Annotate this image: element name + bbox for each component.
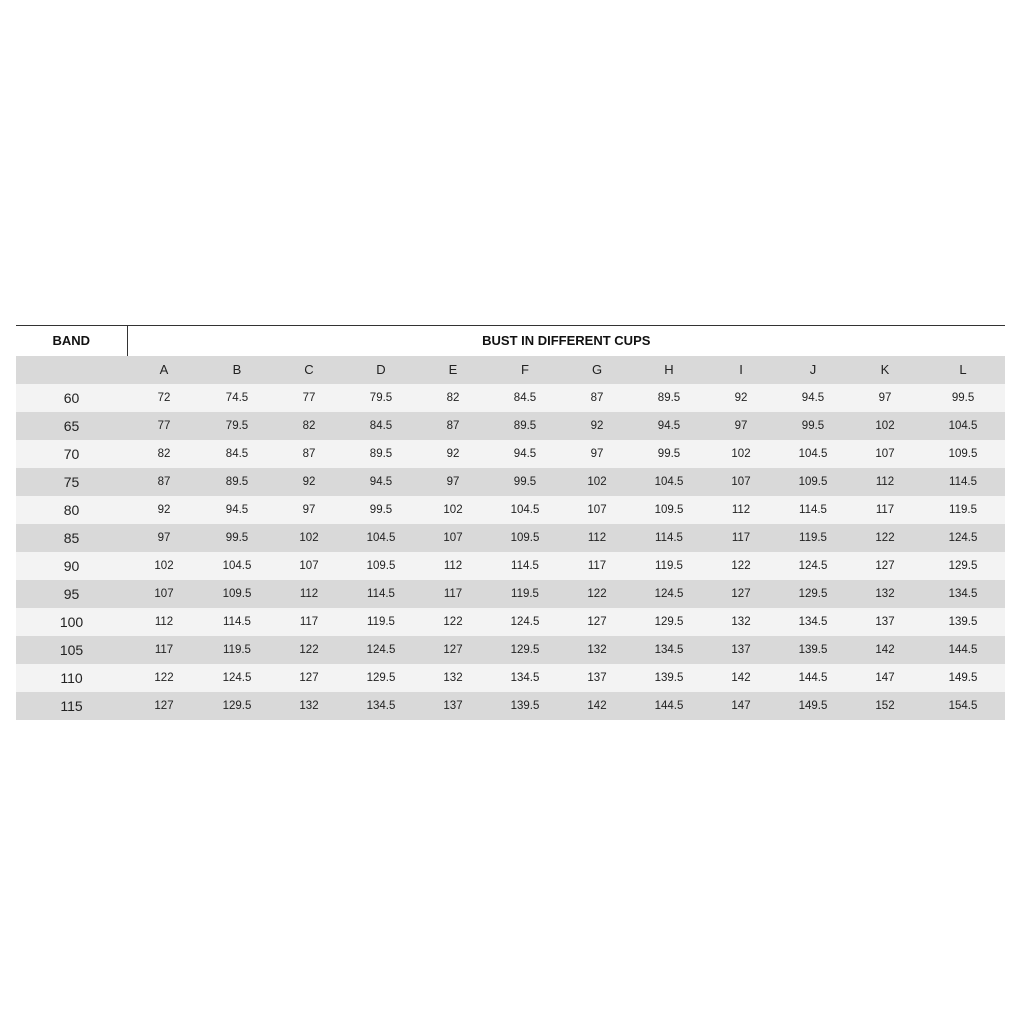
bust-cell: 94.5 — [225, 503, 249, 516]
bust-cell: 92 — [157, 503, 171, 516]
bust-cell: 129.5 — [798, 587, 828, 600]
bust-cell: 92 — [734, 391, 748, 404]
bust-cell: 87 — [590, 391, 604, 404]
bust-cell: 124.5 — [798, 559, 828, 572]
band-cell: 115 — [60, 697, 83, 714]
bust-cell: 94.5 — [513, 447, 537, 460]
bust-cell: 119.5 — [223, 643, 251, 656]
bust-cell: 99.5 — [657, 447, 681, 460]
bust-cell: 127 — [299, 671, 319, 684]
bust-cell: 117 — [731, 531, 751, 544]
bust-cell: 127 — [587, 615, 607, 628]
bust-cell: 104.5 — [948, 419, 978, 432]
bust-cell: 107 — [587, 503, 607, 516]
bust-cell: 134.5 — [366, 699, 396, 712]
band-cell: 80 — [63, 501, 80, 518]
bust-cell: 109.5 — [510, 531, 540, 544]
bust-cell: 102 — [443, 503, 463, 516]
bust-header: BUST IN DIFFERENT CUPS — [127, 326, 1005, 356]
bust-cell: 117 — [299, 615, 319, 628]
bust-cell: 149.5 — [948, 671, 978, 684]
bust-cell: 89.5 — [513, 419, 537, 432]
cup-header-a: A — [159, 362, 169, 377]
bust-cell: 129.5 — [654, 615, 684, 628]
bust-cell: 137 — [875, 615, 895, 628]
bust-cell: 132 — [443, 671, 463, 684]
table-row — [16, 580, 1005, 608]
bust-cell: 89.5 — [657, 391, 681, 404]
bust-cell: 112 — [443, 559, 463, 572]
bust-cell: 124.5 — [222, 671, 252, 684]
bust-cell: 104.5 — [366, 531, 396, 544]
bust-cell: 82 — [157, 447, 171, 460]
bust-cell: 124.5 — [510, 615, 540, 628]
cup-header-l: L — [959, 362, 967, 377]
bust-cell: 94.5 — [801, 391, 825, 404]
bust-cell: 89.5 — [369, 447, 393, 460]
size-chart-table — [16, 325, 1005, 720]
cup-header-j: J — [809, 362, 817, 377]
bust-cell: 107 — [731, 475, 751, 488]
bust-cell: 112 — [299, 587, 319, 600]
bust-cell: 132 — [299, 699, 319, 712]
bust-cell: 107 — [154, 587, 174, 600]
bust-cell: 97 — [157, 531, 171, 544]
cup-header-e: E — [448, 362, 458, 377]
bust-cell: 102 — [154, 559, 174, 572]
bust-cell: 112 — [731, 503, 751, 516]
bust-cell: 119.5 — [511, 587, 539, 600]
cup-header-row — [16, 356, 1005, 384]
table-row — [16, 636, 1005, 664]
bust-cell: 134.5 — [510, 671, 540, 684]
band-cell: 85 — [63, 529, 80, 546]
bust-cell: 109.5 — [366, 559, 396, 572]
cup-header-b: B — [232, 362, 242, 377]
bust-cell: 94.5 — [369, 475, 393, 488]
bust-cell: 77 — [302, 391, 316, 404]
band-cell: 60 — [63, 389, 80, 406]
bust-cell: 97 — [302, 503, 316, 516]
band-cell: 110 — [60, 669, 83, 686]
bust-cell: 94.5 — [657, 419, 681, 432]
bust-cell: 99.5 — [225, 531, 249, 544]
bust-cell: 84.5 — [225, 447, 249, 460]
cup-header-k: K — [880, 362, 890, 377]
bust-cell: 109.5 — [222, 587, 252, 600]
bust-cell: 119.5 — [799, 531, 827, 544]
table-row — [16, 412, 1005, 440]
bust-cell: 122 — [875, 531, 895, 544]
bust-cell: 122 — [731, 559, 751, 572]
bust-cell: 107 — [875, 447, 895, 460]
bust-cell: 139.5 — [510, 699, 540, 712]
bust-cell: 129.5 — [366, 671, 396, 684]
bust-cell: 149.5 — [798, 699, 828, 712]
bust-cell: 79.5 — [369, 391, 393, 404]
bust-cell: 114.5 — [367, 587, 395, 600]
bust-cell: 99.5 — [513, 475, 537, 488]
bust-cell: 102 — [731, 447, 751, 460]
cup-header-h: H — [664, 362, 674, 377]
bust-cell: 112 — [154, 615, 174, 628]
bust-cell: 97 — [590, 447, 604, 460]
bust-cell: 137 — [731, 643, 751, 656]
bust-cell: 109.5 — [798, 475, 828, 488]
bust-cell: 107 — [443, 531, 463, 544]
bust-cell: 119.5 — [949, 503, 977, 516]
bust-cell: 84.5 — [513, 391, 537, 404]
bust-cell: 72 — [157, 391, 171, 404]
bust-cell: 114.5 — [655, 531, 683, 544]
band-cell: 90 — [63, 557, 80, 574]
bust-cell: 127 — [443, 643, 463, 656]
bust-cell: 132 — [875, 587, 895, 600]
bust-cell: 117 — [154, 643, 174, 656]
bust-cell: 104.5 — [654, 475, 684, 488]
bust-cell: 74.5 — [225, 391, 249, 404]
band-cell: 70 — [63, 445, 80, 462]
bust-cell: 109.5 — [948, 447, 978, 460]
band-cell: 75 — [63, 473, 80, 490]
bust-cell: 122 — [443, 615, 463, 628]
bust-cell: 97 — [734, 419, 748, 432]
bust-cell: 142 — [875, 643, 895, 656]
bust-cell: 102 — [875, 419, 895, 432]
bust-cell: 112 — [587, 531, 607, 544]
bust-cell: 99.5 — [951, 391, 975, 404]
band-cell: 100 — [59, 613, 84, 630]
bust-cell: 114.5 — [511, 559, 539, 572]
bust-cell: 144.5 — [654, 699, 684, 712]
bust-cell: 129.5 — [510, 643, 540, 656]
bust-cell: 132 — [731, 615, 751, 628]
bust-cell: 124.5 — [948, 531, 978, 544]
bust-cell: 109.5 — [654, 503, 684, 516]
bust-cell: 87 — [157, 475, 171, 488]
bust-cell: 119.5 — [367, 615, 395, 628]
bust-cell: 92 — [590, 419, 604, 432]
bust-cell: 107 — [299, 559, 319, 572]
bust-cell: 137 — [443, 699, 463, 712]
bust-cell: 132 — [587, 643, 607, 656]
bust-cell: 87 — [446, 419, 460, 432]
bust-cell: 114.5 — [223, 615, 251, 628]
bust-cell: 152 — [875, 699, 895, 712]
bust-cell: 134.5 — [798, 615, 828, 628]
table-title-row — [16, 326, 1005, 356]
band-cell: 105 — [59, 641, 84, 658]
table-row — [16, 440, 1005, 468]
band-cell: 65 — [63, 417, 80, 434]
size-table-body — [16, 384, 1005, 720]
bust-cell: 134.5 — [948, 587, 978, 600]
table-row — [16, 524, 1005, 552]
bust-cell: 142 — [587, 699, 607, 712]
bust-cell: 82 — [446, 391, 460, 404]
bust-cell: 147 — [875, 671, 895, 684]
bust-cell: 104.5 — [798, 447, 828, 460]
bust-cell: 119.5 — [655, 559, 683, 572]
bust-cell: 129.5 — [948, 559, 978, 572]
cup-header-c: C — [304, 362, 314, 377]
bust-cell: 124.5 — [654, 587, 684, 600]
bust-cell: 124.5 — [366, 643, 396, 656]
bust-cell: 112 — [875, 475, 895, 488]
bust-cell: 117 — [587, 559, 607, 572]
bust-cell: 99.5 — [801, 419, 825, 432]
bust-cell: 87 — [302, 447, 316, 460]
table-row — [16, 692, 1005, 720]
bust-cell: 154.5 — [948, 699, 978, 712]
bust-cell: 79.5 — [225, 419, 249, 432]
bust-cell: 84.5 — [369, 419, 393, 432]
bust-cell: 139.5 — [654, 671, 684, 684]
cup-header-g: G — [591, 362, 603, 377]
bust-cell: 122 — [587, 587, 607, 600]
cup-header-d: D — [376, 362, 386, 377]
bust-cell: 139.5 — [948, 615, 978, 628]
table-row — [16, 608, 1005, 636]
bust-cell: 104.5 — [222, 559, 252, 572]
bust-cell: 102 — [299, 531, 319, 544]
bust-cell: 127 — [154, 699, 174, 712]
bust-cell: 102 — [587, 475, 607, 488]
bust-cell: 142 — [731, 671, 751, 684]
bust-cell: 117 — [443, 587, 463, 600]
bust-cell: 144.5 — [948, 643, 978, 656]
table-row — [16, 384, 1005, 412]
bust-cell: 99.5 — [369, 503, 393, 516]
band-cell: 95 — [63, 585, 80, 602]
bust-cell: 122 — [299, 643, 319, 656]
bust-cell: 97 — [446, 475, 460, 488]
bust-cell: 114.5 — [799, 503, 827, 516]
bust-cell: 147 — [731, 699, 751, 712]
bust-cell: 134.5 — [654, 643, 684, 656]
table-row — [16, 496, 1005, 524]
cup-header-f: F — [521, 362, 529, 377]
bust-cell: 129.5 — [222, 699, 252, 712]
cup-header-blank — [16, 356, 127, 384]
bust-cell: 89.5 — [225, 475, 249, 488]
bust-cell: 122 — [154, 671, 174, 684]
band-header: BAND — [16, 326, 127, 356]
bust-cell: 117 — [875, 503, 895, 516]
bust-cell: 127 — [875, 559, 895, 572]
bust-cell: 137 — [587, 671, 607, 684]
bust-cell: 144.5 — [798, 671, 828, 684]
bust-cell: 92 — [446, 447, 460, 460]
table-row — [16, 664, 1005, 692]
bust-cell: 77 — [157, 419, 171, 432]
cup-header-i: I — [739, 362, 743, 377]
bust-cell: 82 — [302, 419, 316, 432]
table-row — [16, 468, 1005, 496]
table-row — [16, 552, 1005, 580]
bust-cell: 97 — [878, 391, 892, 404]
bust-cell: 92 — [302, 475, 316, 488]
bust-cell: 139.5 — [798, 643, 828, 656]
bust-cell: 114.5 — [949, 475, 977, 488]
bust-cell: 104.5 — [510, 503, 540, 516]
bust-cell: 127 — [731, 587, 751, 600]
